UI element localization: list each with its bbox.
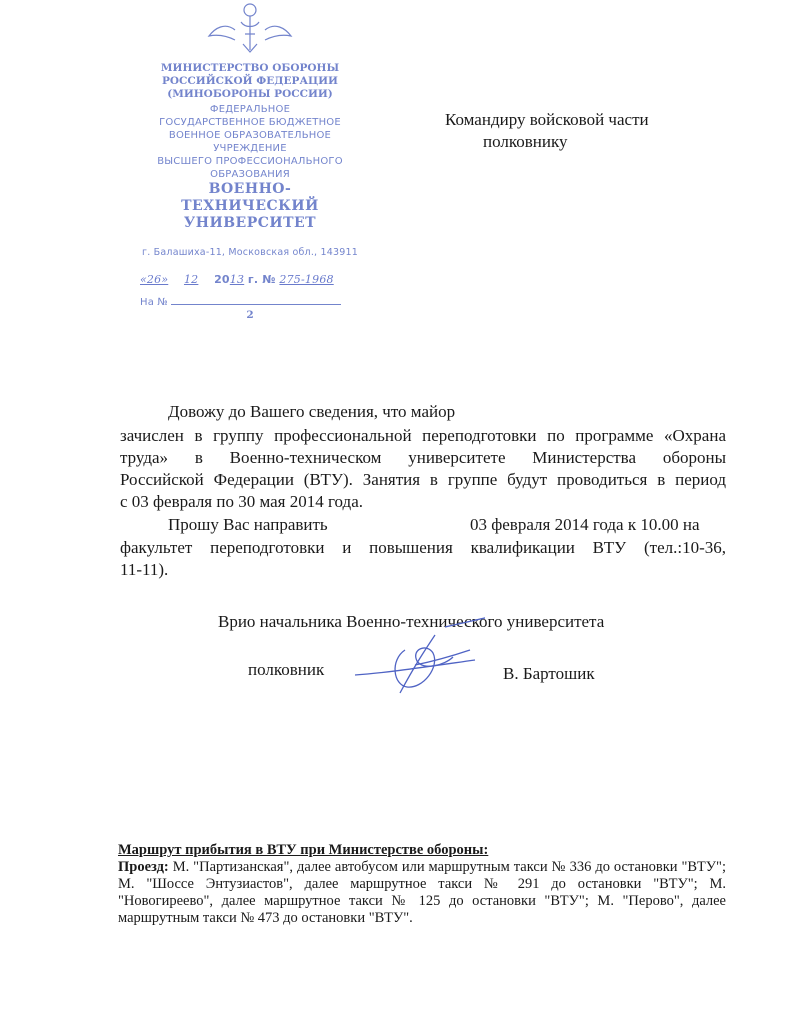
body-line: Российской Федерации (ВТУ). Занятия в группе будут проводиться в период [120, 470, 726, 489]
stamp-line: РОССИЙСКОЙ ФЕДЕРАЦИИ [162, 75, 338, 87]
signer-position: Врио начальника Военно-технического университета [218, 612, 605, 631]
request-end: 03 февраля 2014 года к 10.00 на [470, 515, 700, 534]
stamp-reference: На № [140, 296, 360, 309]
body-line: Довожу до Вашего сведения, что майор [168, 402, 456, 421]
body-line: труда» в Военно-техническом университете Министерства обороны [120, 448, 726, 467]
eagle-emblem-icon [205, 0, 295, 58]
route-title: Маршрут прибытия в ВТУ при Министерстве обороны: [118, 842, 489, 858]
stamp-address: г. Балашиха-11, Московская обл., 143911 [142, 247, 358, 258]
route-text: Проезд: М. "Партизанская", далее автобусом или маршрутным такси № 336 до остановки "ВТУ"; М. "Шоссе Энтузиастов", далее маршрутное такси № 291 до остановки "ВТУ"; М. "Новогиреево", далее маршрутное такси № 125 до остановки "ВТУ"; М. "Перово", далее маршрутным такси № 473 до остановки "ВТУ". [118, 859, 726, 926]
stamp-org-line: ФЕДЕРАЛЬНОЕ [209, 104, 291, 115]
body-line: зачислен в группу профессиональной переподготовки по программе «Охрана [120, 426, 726, 445]
stamp-univ-line: УНИВЕРСИТЕТ [183, 215, 317, 231]
stamp-org-line: ГОСУДАРСТВЕННОЕ БЮДЖЕТНОЕ [159, 117, 341, 128]
stamp-date-number: «26» 12 2013 г. № 275-1968 [140, 273, 334, 286]
route-label: Проезд: [118, 859, 169, 875]
body-line: с 03 февраля по 30 мая 2014 года. [120, 492, 363, 511]
stamp-page-number: 2 [246, 309, 254, 321]
route-section [118, 842, 726, 927]
stamp-line: МИНИСТЕРСТВО ОБОРОНЫ [160, 62, 340, 74]
stamp-line: (МИНОБОРОНЫ РОССИИ) [167, 88, 333, 100]
signer-rank: полковник [248, 660, 325, 679]
stamp-univ-line: ВОЕННО-ТЕХНИЧЕСКИЙ [181, 181, 319, 214]
university-stamp [140, 0, 360, 322]
handwritten-signature [345, 605, 485, 700]
stamp-org-line: УЧРЕЖДЕНИЕ [213, 143, 287, 154]
addressee-line-2: полковнику [483, 132, 568, 151]
stamp-org-line: ОБРАЗОВАНИЯ [210, 169, 290, 180]
stamp-org-line: ВОЕННОЕ ОБРАЗОВАТЕЛЬНОЕ [168, 130, 332, 141]
body-line: 11-11). [120, 560, 169, 579]
stamp-org-line: ВЫСШЕГО ПРОФЕССИОНАЛЬНОГО [157, 156, 343, 167]
request-start: Прошу Вас направить [168, 515, 328, 534]
body-line: факультет переподготовки и повышения квалификации ВТУ (тел.:10-36, [120, 538, 726, 557]
addressee-line-1: Командиру войсковой части [445, 110, 649, 129]
signer-name: В. Бартошик [503, 664, 595, 683]
